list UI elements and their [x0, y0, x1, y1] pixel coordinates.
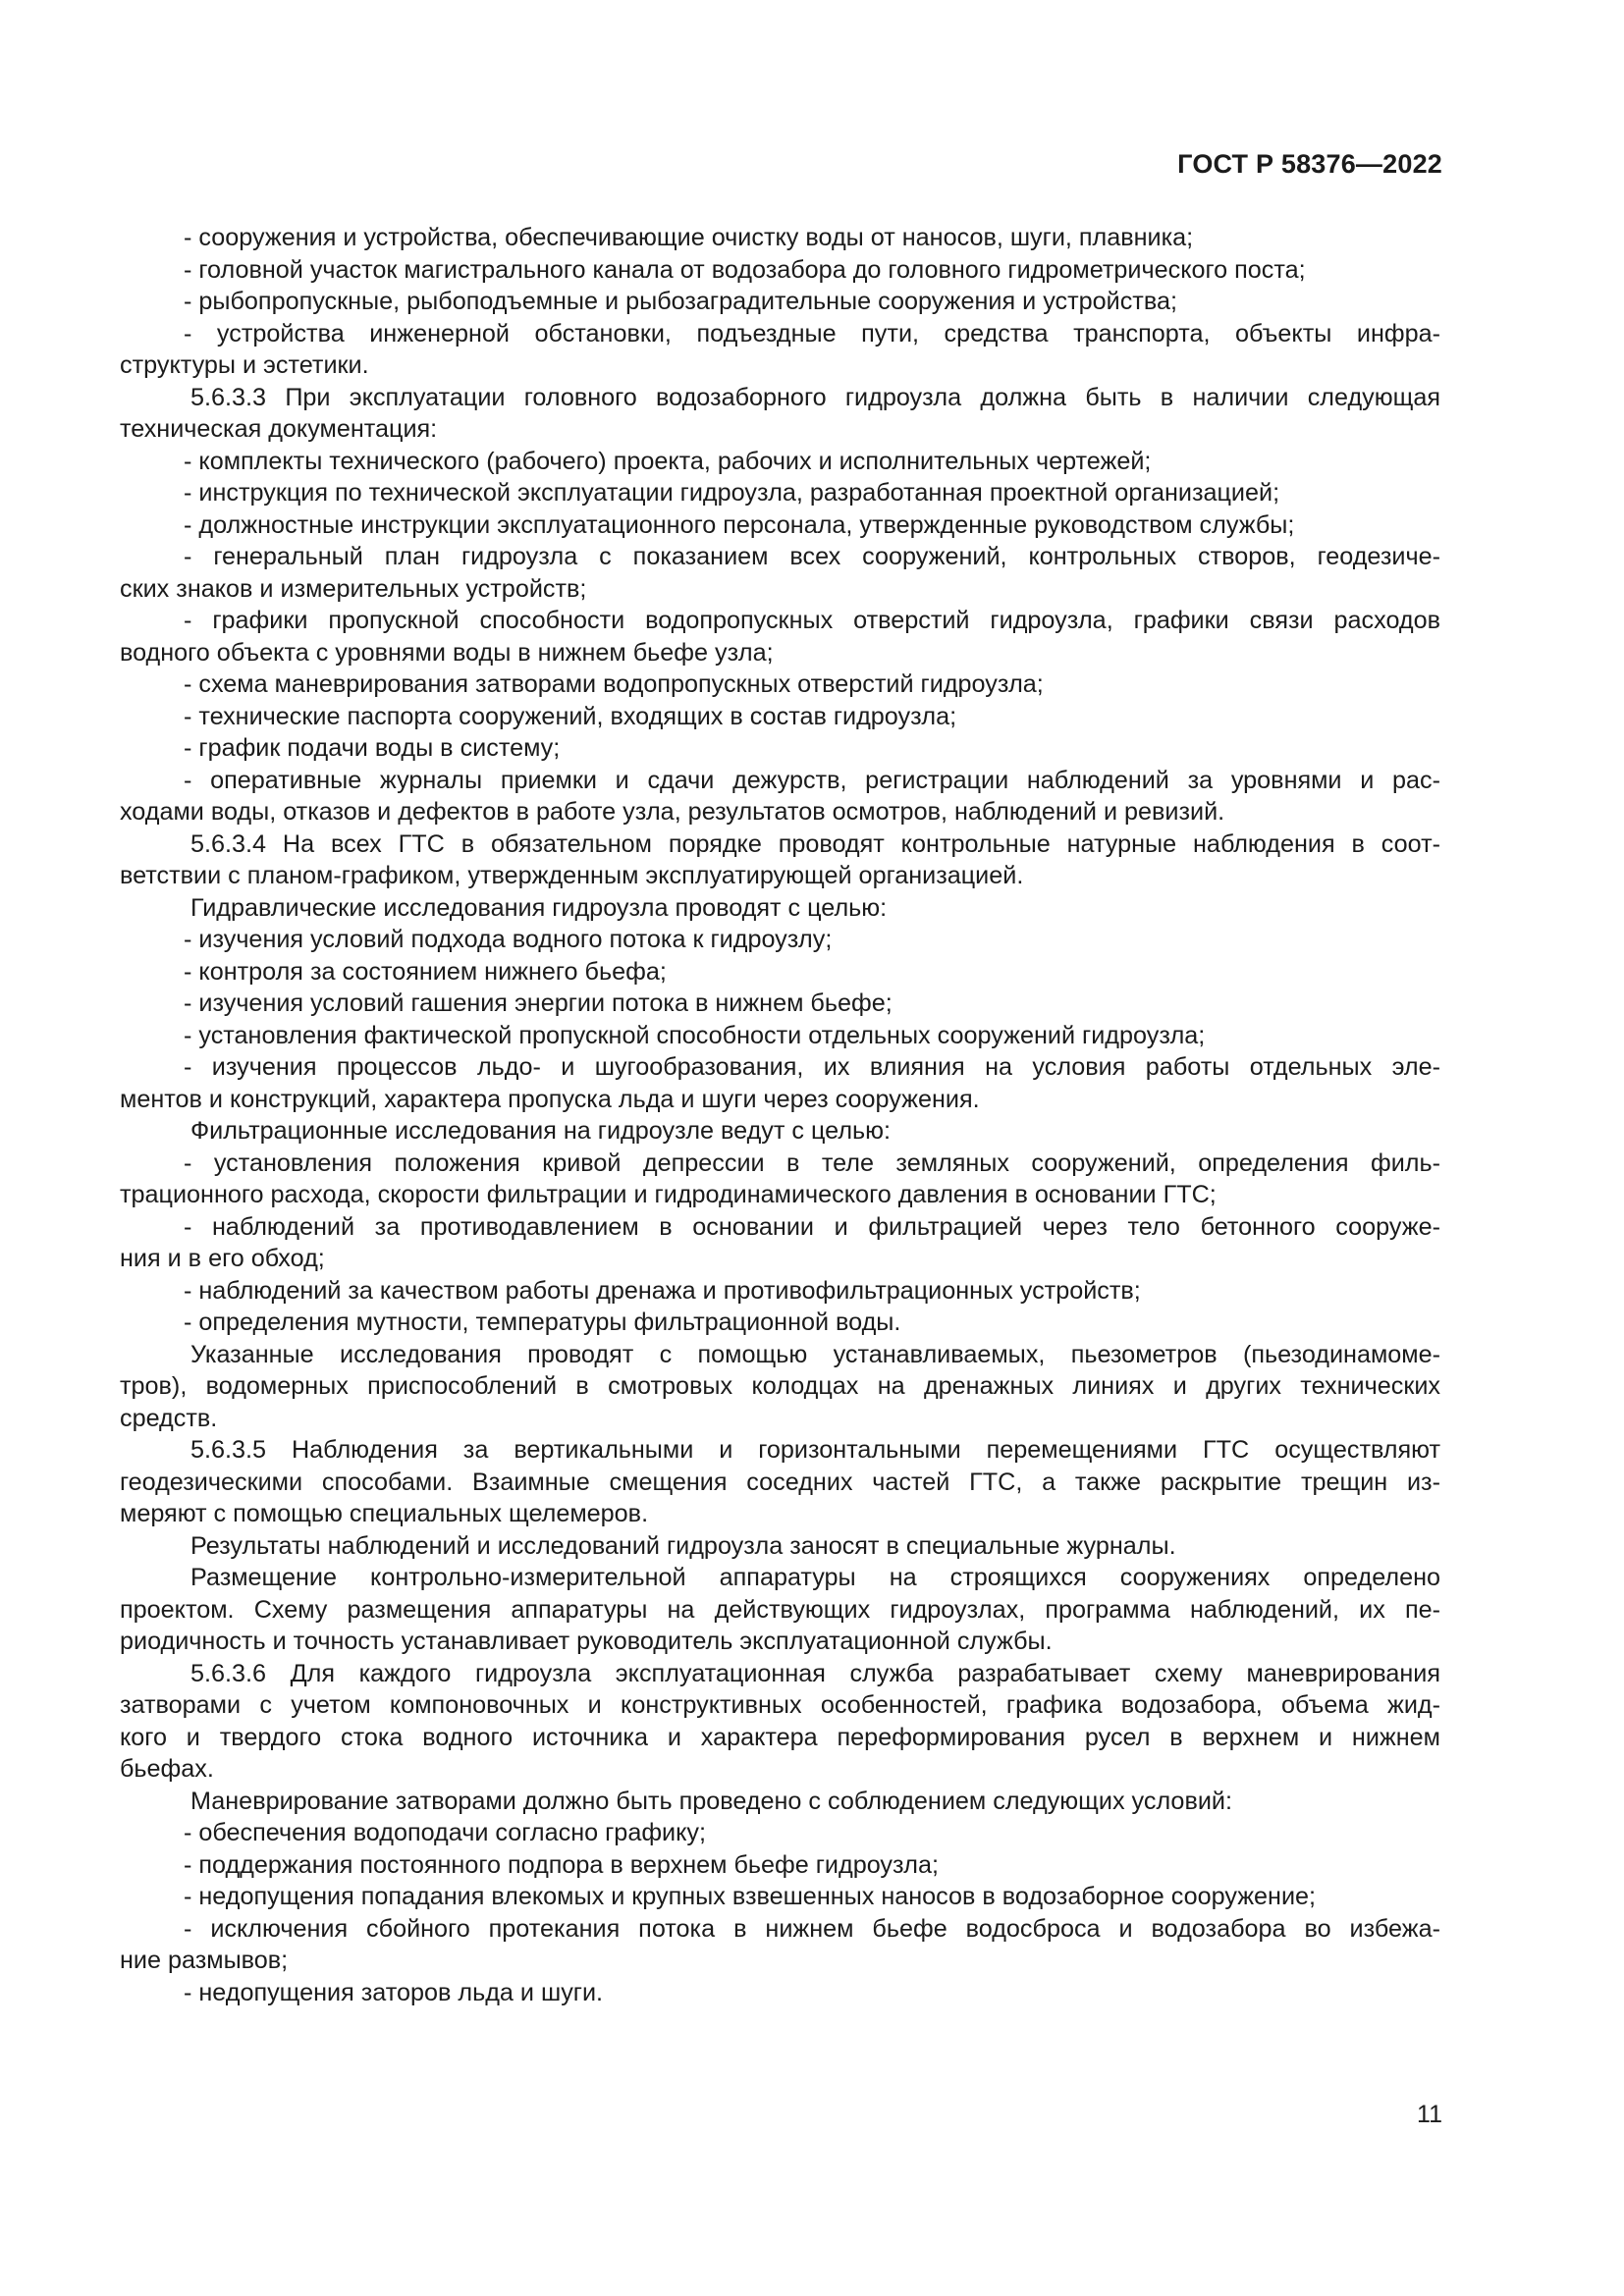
text-line: Маневрирование затворами должно быть проведено с соблюдением следующих условий:	[190, 1787, 1232, 1815]
text-line: - наблюдений за противодавлением в основании и фильтрацией через тело бетонного сооруже-	[184, 1212, 1440, 1241]
text-line: - генеральный план гидроузла с показанием всех сооружений, контрольных створов, геодезиче-	[184, 543, 1440, 570]
text-line: кого и твердого стока водного источника и характера переформирования русел в верхнем и нижнем	[120, 1723, 1440, 1751]
text-line: 5.6.3.4 На всех ГТС в обязательном порядке проводят контрольные натурные наблюдения в соот-	[190, 829, 1440, 858]
text-line: - установления фактической пропускной способности отдельных сооружений гидроузла;	[184, 1021, 1206, 1049]
text-line: - определения мутности, температуры фильтрационной воды.	[184, 1308, 901, 1336]
text-line: средств.	[120, 1404, 218, 1432]
text-line: - устройства инженерной обстановки, подъездные пути, средства транспорта, объекты инфра-	[184, 319, 1440, 347]
text-line: 5.6.3.5 Наблюдения за вертикальными и горизонтальными перемещениями ГТС осуществляют	[190, 1436, 1440, 1464]
text-line: - должностные инструкции эксплуатационного персонала, утвержденные руководством службы;	[184, 510, 1295, 539]
text-line: - контроля за состоянием нижнего бьефа;	[184, 957, 667, 986]
text-line: - оперативные журналы приемки и сдачи дежурств, регистрации наблюдений за уровнями и рас-	[184, 766, 1440, 794]
text-line: - комплекты технического (рабочего) проекта, рабочих и исполнительных чертежей;	[184, 447, 1152, 475]
text-line: Результаты наблюдений и исследований гидроузла заносят в специальные журналы.	[190, 1531, 1176, 1560]
text-line: геодезическими способами. Взаимные смещения соседних частей ГТС, а также раскрытие трещин из-	[120, 1468, 1440, 1496]
text-line: 5.6.3.3 При эксплуатации головного водозаборного гидроузла должна быть в наличии следующая	[190, 383, 1440, 411]
text-line: техническая документация:	[120, 415, 438, 443]
text-line: Фильтрационные исследования на гидроузле ведут с целью:	[190, 1117, 892, 1145]
text-line: ских знаков и измерительных устройств;	[120, 574, 587, 603]
page-header-standard-number: ГОСТ Р 58376—2022	[1177, 149, 1442, 179]
text-line: меряют с помощью специальных щелемеров.	[120, 1500, 649, 1527]
text-line: 5.6.3.6 Для каждого гидроузла эксплуатационная служба разрабатывает схему маневрирования	[190, 1659, 1440, 1687]
text-line: ментов и конструкций, характера пропуска льда и шуги через сооружения.	[120, 1085, 980, 1113]
text-line: - недопущения заторов льда и шуги.	[184, 1978, 604, 2006]
text-line: трационного расхода, скорости фильтрации и гидродинамического давления в основании ГТС;	[120, 1181, 1217, 1208]
text-line: - инструкция по технической эксплуатации гидроузла, разработанная проектной организацией;	[184, 479, 1280, 507]
text-line: - головной участок магистрального канала от водозабора до головного гидрометрического поста;	[184, 255, 1306, 284]
text-line: - рыбопропускные, рыбоподъемные и рыбозаградительные сооружения и устройства;	[184, 288, 1177, 315]
text-line: затворами с учетом компоновочных и конструктивных особенностей, графика водозабора, объема жид-	[120, 1691, 1440, 1719]
text-line: ния и в его обход;	[120, 1245, 325, 1272]
text-line: - графики пропускной способности водопропускных отверстий гидроузла, графики связи расходов	[184, 607, 1440, 634]
text-line: проектом. Схему размещения аппаратуры на действующих гидроузлах, программа наблюдений, их пе-	[120, 1595, 1440, 1624]
text-line: ние размывов;	[120, 1947, 289, 1974]
page-number: 11	[1417, 2101, 1442, 2128]
text-line: - сооружения и устройства, обеспечивающие очистку воды от наносов, шуги, плавника;	[184, 224, 1194, 251]
text-line: ходами воды, отказов и дефектов в работе узла, результатов осмотров, наблюдений и ревизий.	[120, 798, 1225, 826]
text-line: - график подачи воды в систему;	[184, 734, 561, 762]
text-line: - обеспечения водоподачи согласно графику;	[184, 1819, 707, 1846]
text-line: - изучения условий гашения энергии потока в нижнем бьефе;	[184, 989, 893, 1017]
text-line: Указанные исследования проводят с помощью устанавливаемых, пьезометров (пьезодинамоме-	[190, 1340, 1440, 1368]
text-line: - технические паспорта сооружений, входящих в состав гидроузла;	[184, 702, 957, 730]
text-line: ветствии с планом-графиком, утвержденным эксплуатирующей организацией.	[120, 862, 1024, 889]
text-line: - изучения условий подхода водного потока к гидроузлу;	[184, 926, 833, 953]
text-line: - исключения сбойного протекания потока в нижнем бьефе водосброса и водозабора во избежа-	[184, 1914, 1440, 1943]
text-line: Гидравлические исследования гидроузла проводят с целью:	[190, 893, 888, 922]
text-line: Размещение контрольно-измерительной аппаратуры на строящихся сооружениях определено	[190, 1564, 1440, 1591]
text-line: - изучения процессов льдо- и шугообразования, их влияния на условия работы отдельных эле-	[184, 1053, 1440, 1081]
text-line: - установления положения кривой депрессии в теле земляных сооружений, определения филь-	[184, 1148, 1440, 1177]
document-body	[120, 222, 1440, 2008]
text-line: риодичность и точность устанавливает руководитель эксплуатационной службы.	[120, 1628, 1053, 1655]
text-line: - недопущения попадания влекомых и крупных взвешенных наносов в водозаборное сооружение;	[184, 1883, 1317, 1910]
text-line: - поддержания постоянного подпора в верхнем бьефе гидроузла;	[184, 1850, 939, 1879]
text-line: структуры и эстетики.	[120, 351, 369, 379]
text-line: водного объекта с уровнями воды в нижнем бьефе узла;	[120, 638, 774, 667]
text-line: бьефах.	[120, 1755, 214, 1783]
text-line: - схема маневрирования затворами водопропускных отверстий гидроузла;	[184, 670, 1044, 698]
text-line: - наблюдений за качеством работы дренажа и противофильтрационных устройств;	[184, 1276, 1141, 1305]
text-line: тров), водомерных приспособлений в смотровых колодцах на дренажных линиях и других технических	[120, 1372, 1440, 1400]
